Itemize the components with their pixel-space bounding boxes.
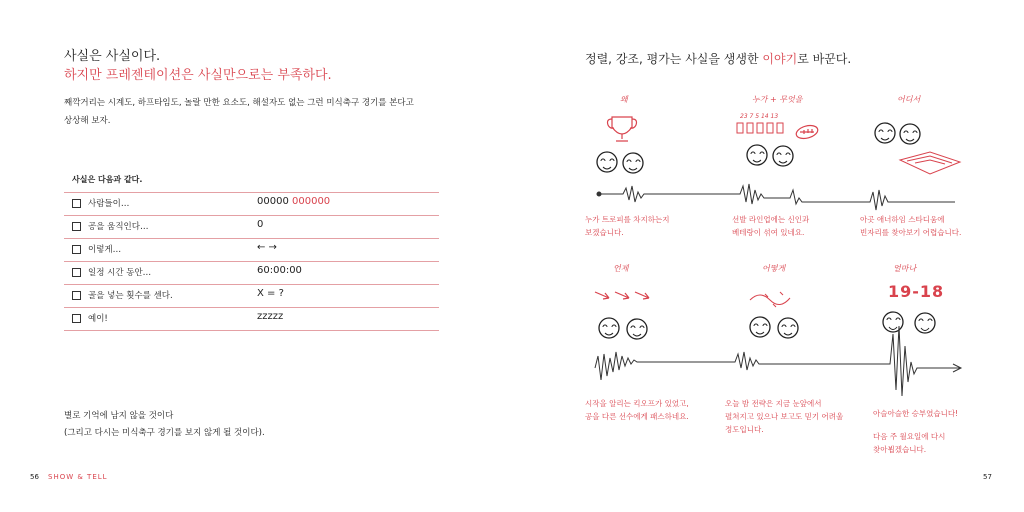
waveform-bottom [595, 326, 961, 396]
jersey-numbers: 23 7 5 14 13 [740, 113, 779, 120]
stadium-icon [900, 152, 960, 174]
label-why: 왜 [620, 95, 628, 104]
checkbox-icon [72, 314, 81, 323]
checkbox-icon [72, 291, 81, 300]
conclusion-line1: 별로 기억에 남지 않을 것이다 [64, 411, 174, 421]
score-text: 19-18 [888, 282, 945, 301]
strategy-diagram-icon [750, 292, 790, 307]
fact-row [64, 239, 439, 262]
left-title-line2: 하지만 프레젠테이션은 사실만으로는 부족하다. [64, 68, 332, 83]
fact-row [64, 262, 439, 285]
fact-label: 일정 시간 동안… [88, 268, 152, 278]
checkbox-icon [72, 222, 81, 231]
caption-how-much: 아슬아슬한 승부였습니다! [873, 409, 959, 418]
caption-why: 누가 트로피를 차지하는지 보겠습니다. [585, 215, 670, 237]
kickoff-arrows-icon [595, 292, 649, 299]
caption-when: 시작을 알리는 킥오프가 있었고, 공을 다른 선수에게 패스하네요. [585, 399, 689, 421]
top-illustration [585, 105, 985, 210]
intro-line2: 상상해 보자. [64, 116, 111, 126]
fact-row [64, 216, 439, 239]
caption-sign-off: 다음 주 월요일에 다시 찾아뵙겠습니다. [873, 432, 946, 454]
caption-who-what: 선발 라인업에는 신인과 베테랑이 섞여 있네요. [732, 215, 810, 237]
fact-row [64, 285, 439, 308]
fact-value: ← → [257, 242, 277, 253]
waveform-top [597, 184, 955, 210]
fact-value: zzzzz [257, 311, 284, 322]
fact-value: 60:00:00 [257, 265, 302, 276]
caption-how: 오늘 밤 전략은 지금 눈앞에서 펼쳐지고 있으나 보고도 믿기 어려울 정도입니다. [725, 399, 844, 434]
label-when: 언제 [613, 264, 629, 273]
label-who-what: 누가 + 무엇을 [752, 95, 803, 104]
fact-label: 공을 움직인다… [88, 222, 149, 232]
bottom-illustration [585, 280, 985, 390]
folio-title: SHOW & TELL [48, 473, 108, 481]
conclusion-line2: (그리고 다시는 미식축구 경기를 보지 않게 될 것이다). [64, 428, 265, 438]
right-title: 정렬, 강조, 평가는 사실을 생생한 이야기로 바꾼다. [585, 52, 852, 66]
intro-line1: 째깍거리는 시계도, 하프타임도, 놀랄 만한 요소도, 해설자도 없는 그런 미식축구 경기를 본다고 [64, 98, 414, 108]
list-heading: 사실은 다음과 같다. [72, 175, 143, 184]
fact-row [64, 308, 439, 331]
folio-number-left: 56 [30, 473, 39, 481]
checkbox-icon [72, 245, 81, 254]
caption-where: 아곳 애너하임 스타디움에 빈자리를 찾아보기 어렵습니다. [860, 215, 962, 237]
fact-value: 00000 000000 [257, 196, 331, 207]
trophy-icon [608, 117, 637, 141]
left-title-line1: 사실은 사실이다. [64, 49, 161, 64]
fact-row [64, 193, 439, 216]
checkbox-icon [72, 199, 81, 208]
label-how-much: 얼마나 [893, 264, 917, 273]
fact-value: X = ? [257, 288, 284, 299]
fact-label: 사람들이… [88, 199, 130, 209]
label-where: 어디서 [897, 95, 921, 104]
fact-value: 0 [257, 219, 264, 230]
jerseys-icon [737, 123, 783, 133]
fact-label: 예이! [88, 314, 108, 324]
fact-label: 골을 넣는 횟수를 센다. [88, 291, 173, 301]
football-icon [795, 123, 819, 140]
commentator-heads-icon [597, 123, 920, 173]
label-how: 어떻게 [762, 264, 786, 273]
fact-label: 이렇게… [88, 245, 122, 255]
folio-number-right: 57 [983, 473, 992, 481]
checkbox-icon [72, 268, 81, 277]
